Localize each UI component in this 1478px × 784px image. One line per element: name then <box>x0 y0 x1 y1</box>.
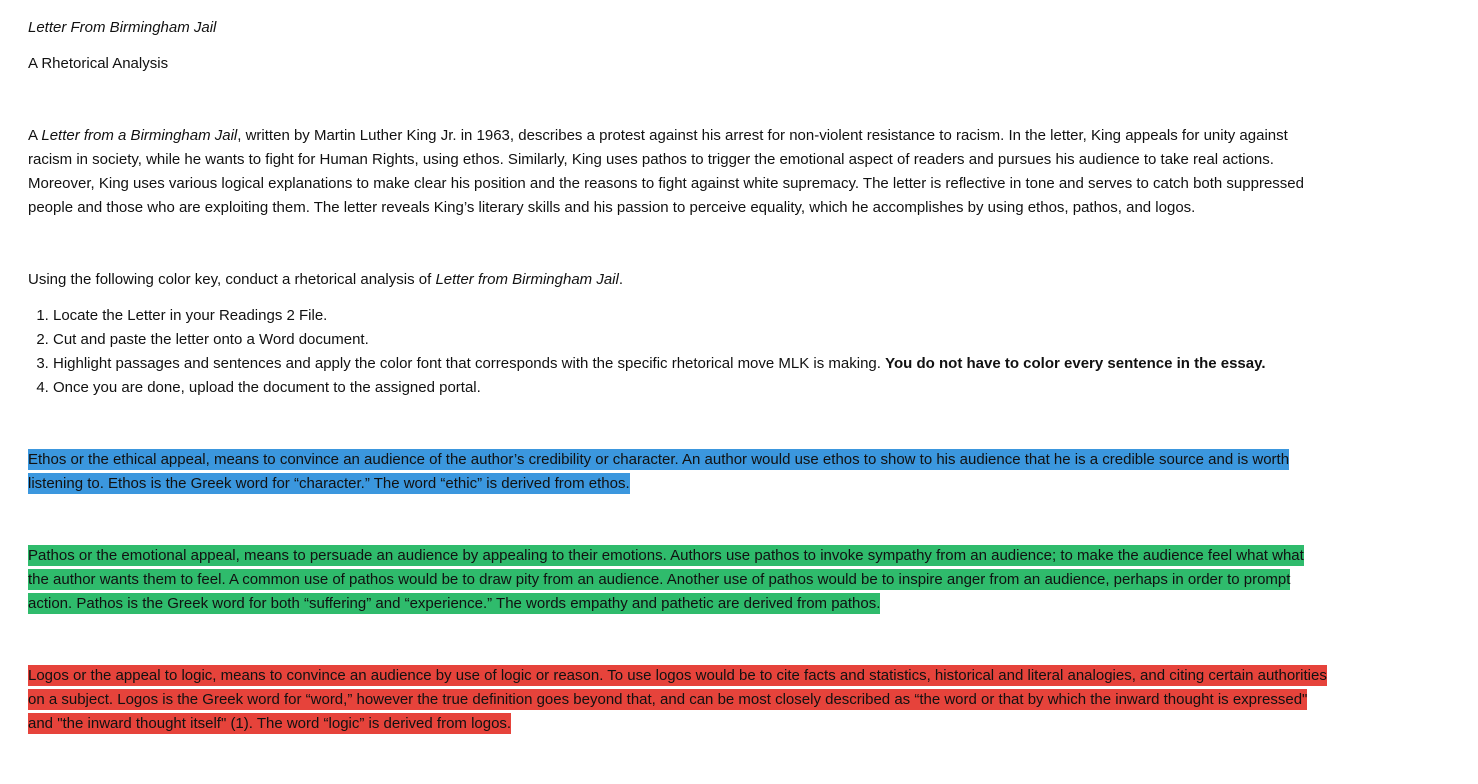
logos-highlight: Logos or the appeal to logic, means to convince an audience by use of logic or reason. To use logos would be to cite facts and statistics, historical and literal analogies, and citing certain authorities on a subject. Logos is the Greek word for “word,” however the true definition goes beyond that, and can be most closely described as “the word or that by which the inward thought is expressed" and "the inward thought itself" (1). The word “logic” is derived from logos. <box>28 667 1327 732</box>
list-item <box>53 352 1328 376</box>
document-page <box>28 16 1328 736</box>
step-text: Cut and paste the letter onto a Word document. <box>53 331 369 348</box>
document-title: Letter From Birmingham Jail <box>28 19 217 36</box>
list-item <box>53 328 1328 352</box>
intro-italic-title: Letter from a Birmingham Jail <box>41 127 238 144</box>
pathos-definition <box>28 544 1328 616</box>
step-text: Highlight passages and sentences and apply the color font that corresponds with the specific rhetorical move MLK is making. <box>53 355 886 372</box>
instructions-list <box>28 304 1328 400</box>
instructions-lead-text: Using the following color key, conduct a rhetorical analysis of <box>28 271 436 288</box>
instructions-end: . <box>618 271 624 288</box>
step-text: Once you are done, upload the document to the assigned portal. <box>53 379 481 396</box>
pathos-highlight: Pathos or the emotional appeal, means to persuade an audience by appealing to their emotions. Authors use pathos to invoke sympathy from an audience; to make the audience feel what what the author wants them to feel. A common use of pathos would be to draw pity from an audience. Another use of pathos would be to inspire anger from an audience, perhaps in order to prompt action. Pathos is the Greek word for both “suffering” and “experience.” The words empathy and pathetic are derived from pathos. <box>28 547 1304 612</box>
instructions-lead <box>28 268 1328 292</box>
logos-definition <box>28 664 1328 736</box>
intro-text: , written by Martin Luther King Jr. in 1963, describes a protest against his arrest for non-violent resistance to racism. In the letter, King appeals for unity against racism in society, while he wants to fight for Human Rights, using ethos. Similarly, King uses pathos to trigger the emotional aspect of readers and pursues his audience to take real actions. Moreover, King uses various logical explanations to make clear his position and the reasons to fight against white supremacy. The letter is reflective in tone and serves to catch both suppressed people and those who are exploiting them. The letter reveals King’s literary skills and his passion to perceive equality, which he accomplishes by using ethos, pathos, and logos. <box>28 127 1304 216</box>
ethos-definition <box>28 448 1328 496</box>
list-item <box>53 304 1328 328</box>
step-bold-note: You do not have to color every sentence in the essay. <box>885 355 1266 372</box>
instructions-italic-title: Letter from Birmingham Jail <box>435 271 619 288</box>
intro-prefix: A <box>28 127 42 144</box>
step-text: Locate the Letter in your Readings 2 File. <box>53 307 328 324</box>
document-subtitle: A Rhetorical Analysis <box>28 55 169 72</box>
ethos-highlight: Ethos or the ethical appeal, means to convince an audience of the author’s credibility or character. An author would use ethos to show to his audience that he is a credible source and is worth listening to. Ethos is the Greek word for “character.” The word “ethic” is derived from ethos. <box>28 451 1290 492</box>
intro-paragraph <box>28 124 1328 220</box>
list-item <box>53 376 1328 400</box>
